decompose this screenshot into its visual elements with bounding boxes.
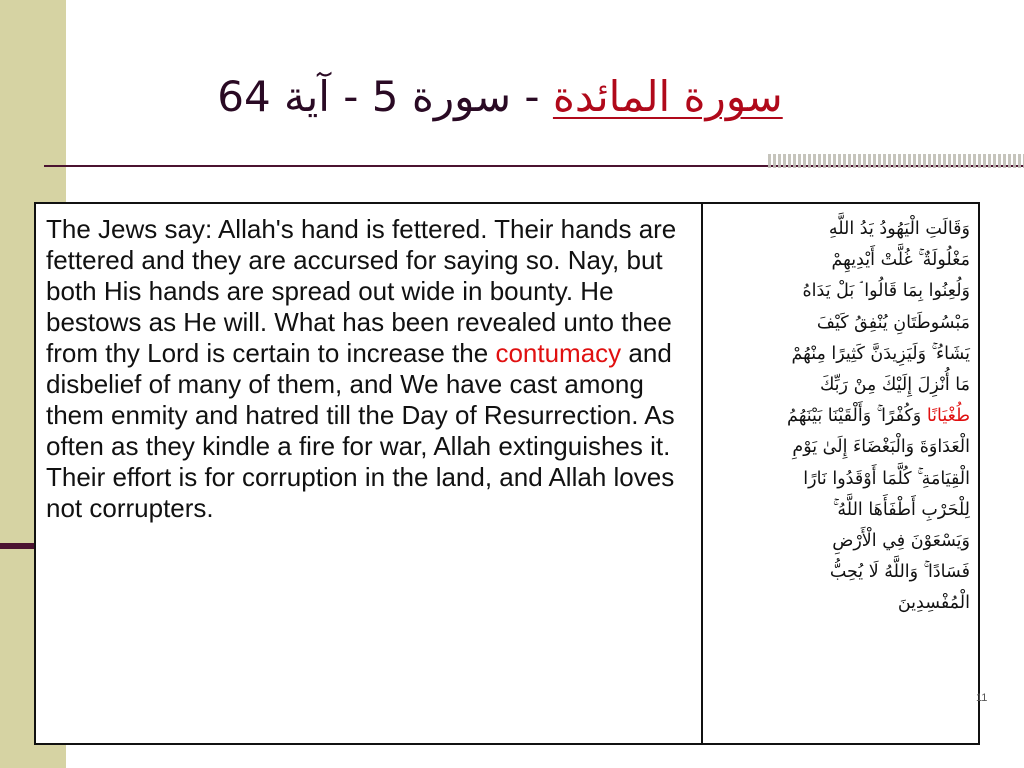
- slide-title: [120, 66, 880, 136]
- title-divider-accent: [768, 154, 1024, 168]
- translation-highlight: contumacy: [495, 338, 622, 368]
- arabic-line-8: الْعَدَاوَةَ وَالْبَغْضَاءَ إِلَىٰ يَوْمِ: [792, 437, 970, 458]
- arabic-verse-cell: [703, 204, 978, 743]
- english-translation-cell: [36, 204, 703, 743]
- arabic-line-4: مَبْسُوطَتَانِ يُنْفِقُ كَيْفَ: [816, 312, 970, 333]
- arabic-line-9: الْقِيَامَةِ ۚ كُلَّمَا أَوْقَدُوا نَارًا: [803, 468, 970, 489]
- translation-text-start: The Jews say: Allah's hand is fettered. Their hands are fettered and they are accursed for saying so. Nay, but both His hands are spread out wide in bounty. He bestows as He will. What has been revealed unto thee from thy Lord is certain to increase the: [46, 214, 677, 368]
- arabic-line-13: الْمُفْسِدِينَ: [897, 593, 970, 614]
- verse-table: [34, 202, 980, 745]
- translation-text-end: and disbelief of many of them, and We have cast among them enmity and hatred till the Day of Resurrection. As often as they kindle a fire for war, Allah extinguishes it. Their effort is for corruption in the land, and Allah loves not corrupters.: [46, 338, 675, 523]
- arabic-line-7: [711, 401, 970, 432]
- page-number: 11: [976, 692, 988, 704]
- surah-name-link[interactable]: سورة المائدة: [552, 72, 783, 121]
- arabic-line-5: يَشَاءُ ۚ وَلَيَزِيدَنَّ كَثِيرًا مِنْهُمْ: [791, 343, 970, 364]
- arabic-line-1: وَقَالَتِ الْيَهُودُ يَدُ اللَّهِ: [828, 219, 970, 239]
- arabic-line-11: وَيَسْعَوْنَ فِي الْأَرْضِ: [832, 531, 970, 552]
- arabic-line-10: لِلْحَرْبِ أَطْفَأَهَا اللَّهُ ۚ: [833, 499, 970, 520]
- arabic-line-6: مَا أُنْزِلَ إِلَيْكَ مِنْ رَبِّكَ: [819, 375, 970, 396]
- arabic-line-7-rest: وَكُفْرًا ۚ وَأَلْقَيْنَا بَيْنَهُمُ: [787, 406, 927, 427]
- arabic-highlight: طُغْيَانًا: [926, 406, 970, 427]
- title-rest: - سورة 5 - آية 64: [217, 72, 553, 121]
- arabic-line-12: فَسَادًا ۚ وَاللَّهُ لَا يُحِبُّ: [829, 562, 970, 583]
- arabic-line-3: وَلُعِنُوا بِمَا قَالُوا ۘ بَلْ يَدَاهُ: [802, 281, 970, 302]
- arabic-line-2: مَغْلُولَةٌ ۚ غُلَّتْ أَيْدِيهِمْ: [831, 250, 970, 271]
